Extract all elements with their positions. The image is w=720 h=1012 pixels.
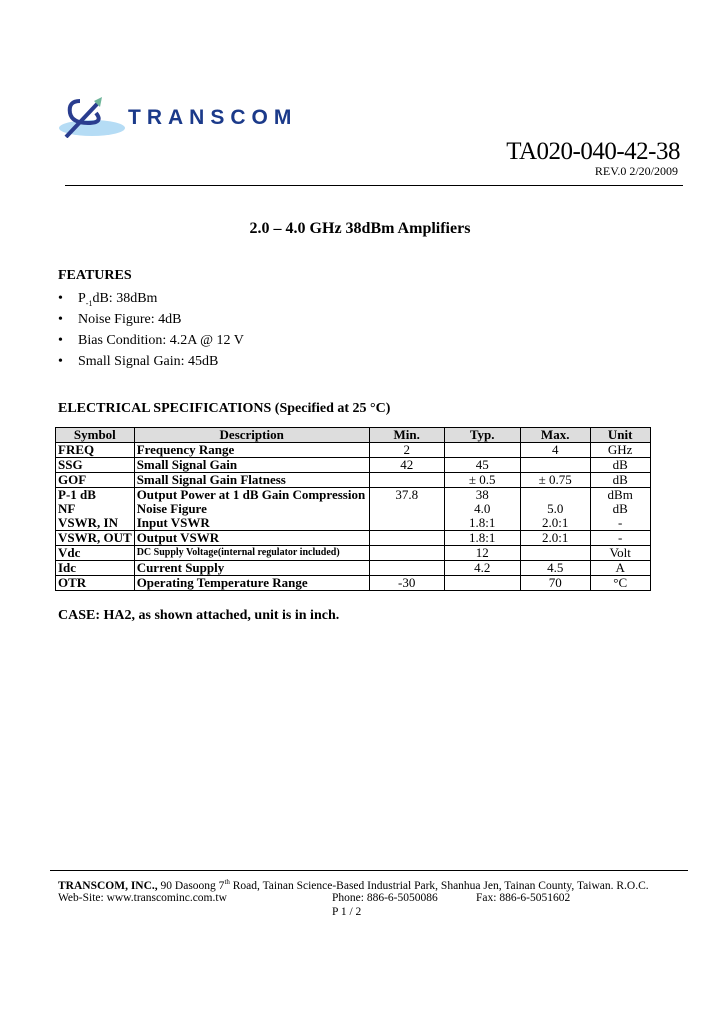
table-cell: 1.8:1 <box>444 516 520 531</box>
table-cell: 12 <box>444 546 520 561</box>
specs-heading: ELECTRICAL SPECIFICATIONS (Specified at 25 °C) <box>58 401 391 416</box>
document-title: 2.0 – 4.0 GHz 38dBm Amplifiers <box>249 220 471 237</box>
table-cell: - <box>590 531 650 546</box>
footer-page-number: P 1 / 2 <box>332 906 362 918</box>
table-cell <box>520 488 590 503</box>
table-cell: dB <box>590 473 650 488</box>
table-cell: GHz <box>590 443 650 458</box>
table-cell: OTR <box>56 576 135 591</box>
table-cell: - <box>590 516 650 531</box>
transcom-logo-icon <box>58 93 128 138</box>
specs-table <box>55 427 651 591</box>
table-cell: 2.0:1 <box>520 531 590 546</box>
table-row <box>56 488 651 503</box>
table-cell: Idc <box>56 561 135 576</box>
table-cell <box>369 473 444 488</box>
table-cell <box>520 546 590 561</box>
part-number: TA020-040-42-38 <box>506 138 680 165</box>
table-cell: dB <box>590 502 650 516</box>
table-cell: 4.5 <box>520 561 590 576</box>
column-header: Description <box>134 428 369 443</box>
footer-fax: Fax: 886-6-5051602 <box>476 892 571 904</box>
table-cell <box>444 576 520 591</box>
column-header: Unit <box>590 428 650 443</box>
table-row <box>56 443 651 458</box>
footer-phone: Phone: 886-6-5050086 <box>332 892 438 904</box>
table-cell <box>369 546 444 561</box>
table-cell: SSG <box>56 458 135 473</box>
table-cell <box>520 458 590 473</box>
table-cell: 4 <box>520 443 590 458</box>
logo-text: TRANSCOM <box>128 106 298 129</box>
table-cell: FREQ <box>56 443 135 458</box>
table-row <box>56 458 651 473</box>
revision: REV.0 2/20/2009 <box>594 164 678 178</box>
case-note: CASE: HA2, as shown attached, unit is in inch. <box>58 608 340 623</box>
column-header: Max. <box>520 428 590 443</box>
table-cell: VSWR, IN <box>56 516 135 531</box>
table-cell: GOF <box>56 473 135 488</box>
table-cell: VSWR, OUT <box>56 531 135 546</box>
footer-address: TRANSCOM, INC., 90 Dasoong 7th Road, Tainan Science-Based Industrial Park, Shanhua Jen, Tainan County, Taiwan. R.O.C. <box>58 878 649 892</box>
table-cell: Current Supply <box>134 561 369 576</box>
table-cell: 37.8 <box>369 488 444 503</box>
table-row <box>56 561 651 576</box>
table-cell: DC Supply Voltage(internal regulator included) <box>134 546 369 561</box>
table-header-row <box>56 428 651 443</box>
table-cell: 4.2 <box>444 561 520 576</box>
feature-item: • $P_{-1}dB$: 38dBm <box>58 291 158 308</box>
table-cell: Vdc <box>56 546 135 561</box>
table-cell: 1.8:1 <box>444 531 520 546</box>
table-row <box>56 531 651 546</box>
table-cell: Volt <box>590 546 650 561</box>
feature-item: • Bias Condition: 4.2A @ 12 V <box>58 333 244 348</box>
table-row <box>56 516 651 531</box>
table-cell: P-1 dB <box>56 488 135 503</box>
table-cell: -30 <box>369 576 444 591</box>
table-row <box>56 546 651 561</box>
table-cell: Small Signal Gain Flatness <box>134 473 369 488</box>
column-header: Typ. <box>444 428 520 443</box>
table-cell: Output Power at 1 dB Gain Compression <box>134 488 369 503</box>
table-cell: Output VSWR <box>134 531 369 546</box>
table-row <box>56 576 651 591</box>
features-heading: FEATURES <box>58 268 132 283</box>
footer-website: Web-Site: www.transcominc.com.tw <box>58 892 227 904</box>
table-cell: dBm <box>590 488 650 503</box>
table-cell: Frequency Range <box>134 443 369 458</box>
column-header: Symbol <box>56 428 135 443</box>
table-cell: 38 <box>444 488 520 503</box>
table-cell <box>369 531 444 546</box>
feature-item: • Noise Figure: 4dB <box>58 312 182 327</box>
table-cell: Operating Temperature Range <box>134 576 369 591</box>
table-cell: 2.0:1 <box>520 516 590 531</box>
table-cell: 45 <box>444 458 520 473</box>
table-cell: 42 <box>369 458 444 473</box>
table-cell: ± 0.5 <box>444 473 520 488</box>
table-cell: NF <box>56 502 135 516</box>
table-cell: A <box>590 561 650 576</box>
table-cell: 5.0 <box>520 502 590 516</box>
feature-item: • Small Signal Gain: 45dB <box>58 354 219 369</box>
table-cell: 2 <box>369 443 444 458</box>
table-cell: Noise Figure <box>134 502 369 516</box>
table-cell: dB <box>590 458 650 473</box>
table-cell: 70 <box>520 576 590 591</box>
table-cell <box>444 443 520 458</box>
table-cell: ± 0.75 <box>520 473 590 488</box>
table-cell <box>369 516 444 531</box>
table-cell <box>369 561 444 576</box>
column-header: Min. <box>369 428 444 443</box>
table-row <box>56 502 651 516</box>
header-divider <box>65 185 683 186</box>
table-cell: 4.0 <box>444 502 520 516</box>
table-cell: °C <box>590 576 650 591</box>
footer-divider <box>50 870 688 871</box>
table-cell: Small Signal Gain <box>134 458 369 473</box>
table-cell <box>369 502 444 516</box>
table-row <box>56 473 651 488</box>
table-cell: Input VSWR <box>134 516 369 531</box>
